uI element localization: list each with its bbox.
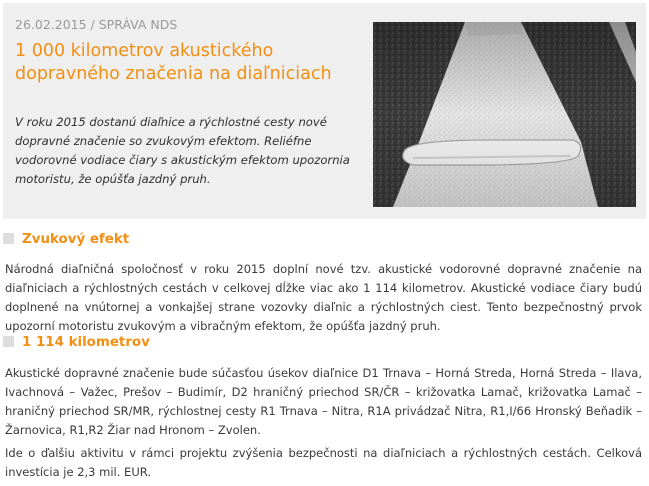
article-meta: 26.02.2015 / SPRÁVA NDS: [15, 17, 178, 32]
section-paragraph: Národná diaľničná spoločnosť v roku 2015 doplní nové tzv. akustické vodorovné dopravné značenie na diaľniciach a rýchlostných cestách v celkovej dĺžke viac ako 1 114 kilometrov. Akustické vodiace čiary budú doplnené na vnútornej a vonkajšej strane vozovky diaľnic a rýchlostných ciest. Tento bezpečnostný prvok upozorní motoristu zvukovým a vibračným efektom, že opúšťa jazdný pruh.: [5, 262, 642, 333]
article-lead: V roku 2015 dostanú diaľnice a rýchlostné cesty nové dopravné značenie so zvukovým efektom. Reliéfne vodorovné vodiace čiary s akustickým efektom upozornia motoristu, že opúšťa jazdný pruh.: [15, 115, 350, 186]
section-bullet-icon: [3, 233, 14, 244]
road-marking-icon: [373, 22, 636, 207]
section-heading-1114-kilometrov: 1 114 kilometrov: [3, 333, 150, 353]
road-marking-photo: [373, 22, 636, 207]
section-bullet-icon: [3, 336, 14, 347]
article-hero: [3, 3, 646, 219]
article-title[interactable]: 1 000 kilometrov akustického dopravného značenia na diaľniciach: [15, 41, 332, 84]
section-paragraph: Ide o ďalšiu aktivitu v rámci projektu zvýšenia bezpečnosti na diaľniciach a rýchlostných cestách. Celková investícia je 2,3 mil. EUR.: [5, 446, 642, 479]
section-heading-zvukovy-efekt: Zvukový efekt: [3, 230, 129, 250]
section-paragraph: Akustické dopravné značenie bude súčasťou úsekov diaľnice D1 Trnava – Horná Streda, Horná Streda – Ilava, Ivachnová – Važec, Prešov – Budimír, D2 hraničný priechod SR/ČR – križovatka Lamač, križovatka Lamač – hraničný priechod SR/MR, rýchlostnej cesty R1 Trnava – Nitra, R1A privádzač Nitra, R1,I/66 Hronský Beňadik – Žarnovica, R1,R2 Žiar nad Hronom – Zvolen.: [5, 366, 642, 437]
